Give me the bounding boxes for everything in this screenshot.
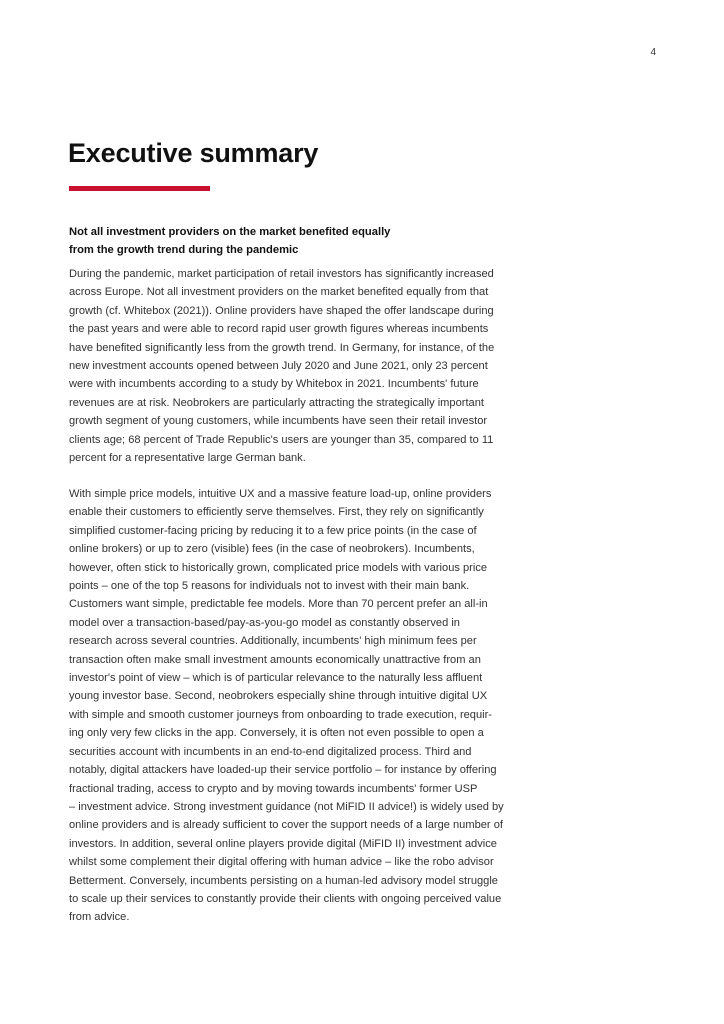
text-line: online providers and is already sufficient to cover the support needs of a large number of <box>69 819 503 832</box>
text-line: transaction often make small investment amounts economically unattractive from an <box>69 653 481 666</box>
subheading-line: Not all investment providers on the market benefited equally <box>69 226 391 238</box>
text-line: points – one of the top 5 reasons for individuals not to invest with their main bank. <box>69 580 470 593</box>
text-line: During the pandemic, market participation of retail investors has significantly increased <box>69 268 494 280</box>
text-line: whilst some complement their digital offering with human advice – like the robo advisor <box>69 856 494 869</box>
text-line: were with incumbents according to a study by Whitebox in 2021. Incumbents' future <box>69 378 479 391</box>
text-line: online brokers) or up to zero (visible) fees (in the case of neobrokers). Incumbents, <box>69 543 475 556</box>
text-line: clients age; 68 percent of Trade Republic's users are younger than 35, compared to 11 <box>69 433 494 446</box>
text-line: revenues are at risk. Neobrokers are particularly attracting the strategically important <box>69 396 484 409</box>
text-line: notably, digital attackers have loaded-up their service portfolio – for instance by offering <box>69 764 497 777</box>
text-line: Betterment. Conversely, incumbents persisting on a human-led advisory model struggle <box>69 874 498 887</box>
text-line: investor's point of view – which is of particular relevance to the naturally less affluent <box>69 672 483 685</box>
text-line: – investment advice. Strong investment guidance (not MiFID II advice!) is widely used by <box>69 800 504 813</box>
section-subheading <box>69 223 429 259</box>
text-line: from advice. <box>69 911 130 924</box>
text-line: have benefited significantly less from the growth trend. In Germany, for instance, of the <box>69 341 495 354</box>
text-line: growth (cf. Whitebox (2021)). Online providers have shaped the offer landscape during <box>69 304 494 317</box>
text-line: simplified customer-facing pricing by reducing it to a few price points (in the case of <box>69 524 477 537</box>
text-line: With simple price models, intuitive UX and a massive feature load-up, online providers <box>69 488 492 500</box>
text-line: new investment accounts opened between July 2020 and June 2021, only 23 percent <box>69 360 488 373</box>
page-title: Executive summary <box>68 138 319 168</box>
subheading-line: from the growth trend during the pandemic <box>69 244 299 256</box>
text-line: growth segment of young customers, while incumbents have seen their retail investor <box>69 415 488 428</box>
text-line: the past years and were able to record rapid user growth figures whereas incumbents <box>69 323 489 336</box>
text-line: young investor base. Second, neobrokers especially shine through intuitive digital UX <box>69 690 488 703</box>
title-accent-rule <box>69 186 210 191</box>
text-line: securities account with incumbents in an end-to-end digitalized process. Third and <box>69 745 472 758</box>
text-line: with simple and smooth customer journeys from onboarding to trade execution, requir- <box>69 708 493 721</box>
text-line: investors. In addition, several online players provide digital (MiFID II) investment advice <box>69 837 497 850</box>
text-line: across Europe. Not all investment providers on the market benefited equally from that <box>69 286 489 299</box>
text-line: percent for a representative large German bank. <box>69 452 306 465</box>
text-line: enable their customers to efficiently serve themselves. First, they rely on significantly <box>69 506 484 519</box>
text-line: to scale up their services to constantly provide their clients with ongoing perceived value <box>69 892 502 905</box>
text-line: fractional trading, access to crypto and by moving towards incumbents' former USP <box>69 782 478 795</box>
text-line: model over a transaction-based/pay-as-you-go model as constantly observed in <box>69 616 460 629</box>
text-line: ing only very few clicks in the app. Conversely, it is often not even possible to open a <box>69 727 484 740</box>
text-line: however, often stick to historically grown, complicated price models with various price <box>69 561 488 574</box>
body-paragraph-1 <box>69 265 569 467</box>
text-line: research across several countries. Additionally, incumbents' high minimum fees per <box>69 635 477 648</box>
page-number: 4 <box>650 47 656 58</box>
body-paragraph-2 <box>69 485 569 927</box>
text-line: Customers want simple, predictable fee models. More than 70 percent prefer an all-in <box>69 598 488 611</box>
